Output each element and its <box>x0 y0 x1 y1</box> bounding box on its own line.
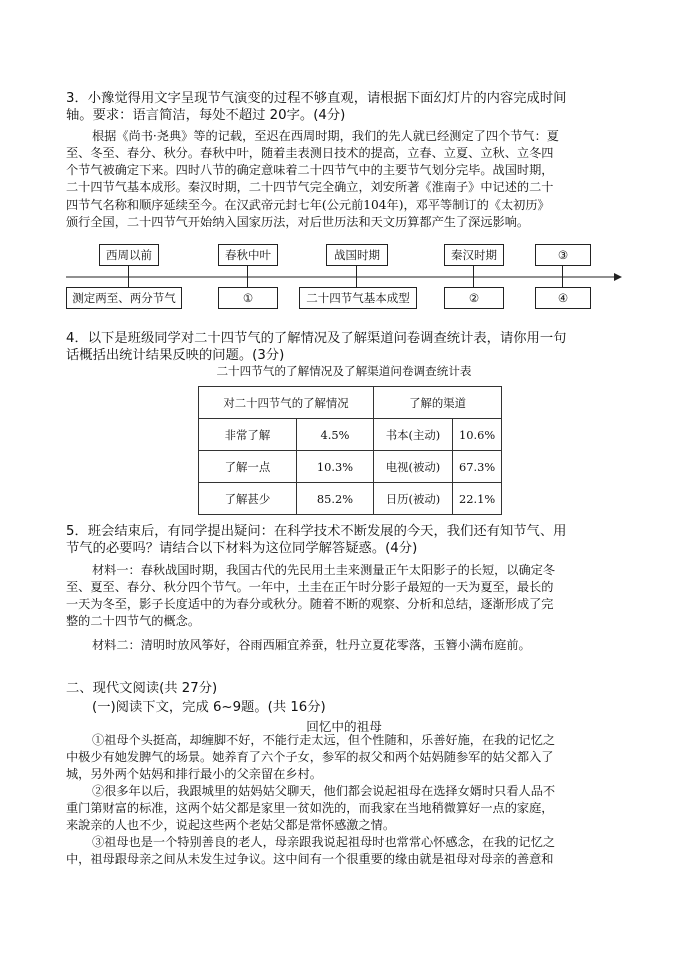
table-cell: 67.3% <box>453 451 502 483</box>
table-header-row <box>199 387 502 419</box>
table-cell: 22.1% <box>453 483 502 515</box>
q3-passage-line: 根据《尚书·尧典》等的记载，至迟在西周时期，我们的先人就已经测定了四个节气：夏 <box>92 129 559 143</box>
timeline-top-box: ③ <box>535 244 591 266</box>
timeline-bottom-box: 二十四节气基本成型 <box>299 287 417 309</box>
table-cell: 10.6% <box>453 419 502 451</box>
article-line: 来說亲的人也不少，说起这些两个老姑父都是常怀感激之情。 <box>66 818 396 833</box>
article-line: 中，祖母跟母亲之间从未发生过争议。这中间有一个很重要的缘由就是祖母对母亲的善意和 <box>66 852 554 866</box>
q3-prompt-line: 3．小豫觉得用文字呈现节气演变的过程不够直观，请根据下面幻灯片的内容完成时间 <box>66 91 567 106</box>
q4-prompt <box>66 330 626 364</box>
q4-prompt-line: 话概括出统计结果反映的问题。(3分) <box>66 348 285 364</box>
material-line: 一天为冬至，影子长度适中的为春分或秋分。随着不断的观察、分析和总结，逐渐形成了完 <box>66 597 554 612</box>
timeline-bottom-box: ④ <box>535 287 591 309</box>
q5-material <box>92 562 626 579</box>
material-line: 材料一：春秋战国时期，我国古代的先民用土圭来测量正午太阳影子的长短，以确定冬 <box>92 563 556 577</box>
q4-prompt-line: 4．以下是班级同学对二十四节气的了解情况及了解渠道问卷调查统计表，请你用一句 <box>66 331 567 346</box>
table-cell: 日历(被动) <box>374 483 453 515</box>
table-title: 二十四节气的了解情况及了解渠道问卷调查统计表 <box>216 364 472 378</box>
q5-prompt-line: 5．班会结束后，有同学提出疑问：在科学技术不断发展的今天，我们还有知节气、用 <box>66 524 567 539</box>
table-cell: 10.3% <box>296 451 373 483</box>
timeline-top-box: 秦汉时期 <box>444 244 504 266</box>
article-line: ③祖母也是一个特别善良的老人，母亲跟我说起祖母时也常常心怀感念，在我的记忆之 <box>92 835 556 849</box>
table-cell: 了解甚少 <box>199 483 297 515</box>
q3-passage-line: 颁行全国，二十四节气开始纳入国家历法，对后世历法和天文历算都产生了深远影响。 <box>66 214 530 229</box>
material-line: 至、夏至、春分、秋分四个节气。一年中，土圭在正午时分影子最短的一天为夏至，最长的 <box>66 580 554 594</box>
q5-prompt-line: 节气的必要吗？请结合以下材料为这位同学解答疑惑。(4分) <box>66 541 418 557</box>
q5-material-rest <box>66 579 626 631</box>
timeline <box>66 240 626 320</box>
q5-material-2 <box>92 637 626 654</box>
section-heading: 二、现代文阅读(共 27分) <box>66 681 218 696</box>
article-para-2-rest <box>66 800 626 834</box>
timeline-bottom-box: 测定两至、两分节气 <box>66 287 182 309</box>
q3-passage <box>92 128 626 145</box>
timeline-top-box: 春秋中叶 <box>218 244 278 266</box>
table-cell: 85.2% <box>296 483 373 515</box>
section-subheading: (一)阅读下文，完成 6~9题。(共 16分) <box>92 700 326 715</box>
timeline-bottom-box: ① <box>218 287 278 309</box>
article-line: ②很多年以后，我跟城里的姑妈姑父聊天，他们都会说起祖母在选择女婿时只看人品不 <box>92 784 556 798</box>
q3-passage-line: 四节气名称和顺序延续至今。在汉武帝元封七年(公元前104年)，邓平等制订的《太初历》 <box>66 197 550 212</box>
article-para-3-rest <box>66 851 626 868</box>
article-line: 中极少有她发脾气的场景。她养育了六个子女，参军的叔父和两个姑妈随参军的姑父都入了 <box>66 750 554 764</box>
article-para-2 <box>92 783 626 800</box>
article-line: 城，另外两个姑妈和排行最小的父亲留在乡村。 <box>66 767 322 782</box>
q3-prompt <box>66 90 626 124</box>
material-line: 材料二：清明时放风筝好，谷雨西厢宜养蚕，牡丹立夏花零落，玉簪小满布庭前。 <box>92 638 531 652</box>
arrow-right-icon <box>614 273 622 281</box>
table-row <box>199 483 502 515</box>
article-line: ①祖母个头挺高，却缠脚不好，不能行走太远，但个性随和，乐善好施，在我的记忆之 <box>92 733 556 747</box>
q5-prompt <box>66 523 626 557</box>
table-row <box>199 419 502 451</box>
q3-passage-line: 至、冬至、春分、秋分。春秋中叶，随着圭表测日技术的提高，立春、立夏、立秋、立冬四 <box>66 146 554 160</box>
material-line: 整的二十四节气的概念。 <box>66 614 201 629</box>
table-row <box>199 451 502 483</box>
article-para-1-rest <box>66 749 626 783</box>
q3-passage-rest <box>66 145 626 231</box>
table-cell: 了解一点 <box>199 451 297 483</box>
table-cell: 电视(被动) <box>374 451 453 483</box>
survey-table <box>198 386 502 515</box>
timeline-top-box: 战国时期 <box>326 244 388 266</box>
table-header-cell: 了解的渠道 <box>374 387 502 419</box>
q3-prompt-line: 轴。要求：语言简洁，每处不超过 20字。(4分) <box>66 108 346 124</box>
table-cell: 书本(主动) <box>374 419 453 451</box>
timeline-top-box: 西周以前 <box>99 244 159 266</box>
q3-passage-line: 个节气被确定下来。四时八节的确定意味着二十四节气中的主要节气划分完毕。战国时期， <box>66 163 554 178</box>
article-para-1 <box>92 732 626 749</box>
timeline-bottom-box: ② <box>444 287 504 309</box>
article-para-3 <box>92 834 626 851</box>
q3-passage-line: 二十四节气基本成形。秦汉时期，二十四节气完全确立，刘安所著《淮南子》中记述的二十 <box>66 180 554 195</box>
article-title: 回忆中的祖母 <box>306 719 382 734</box>
table-header-cell: 对二十四节气的了解情况 <box>199 387 374 419</box>
table-cell: 4.5% <box>296 419 373 451</box>
table-cell: 非常了解 <box>199 419 297 451</box>
article-line: 重门第财富的标准，这两个姑父都是家里一贫如洗的，而我家在当地稍微算好一点的家庭， <box>66 801 554 815</box>
